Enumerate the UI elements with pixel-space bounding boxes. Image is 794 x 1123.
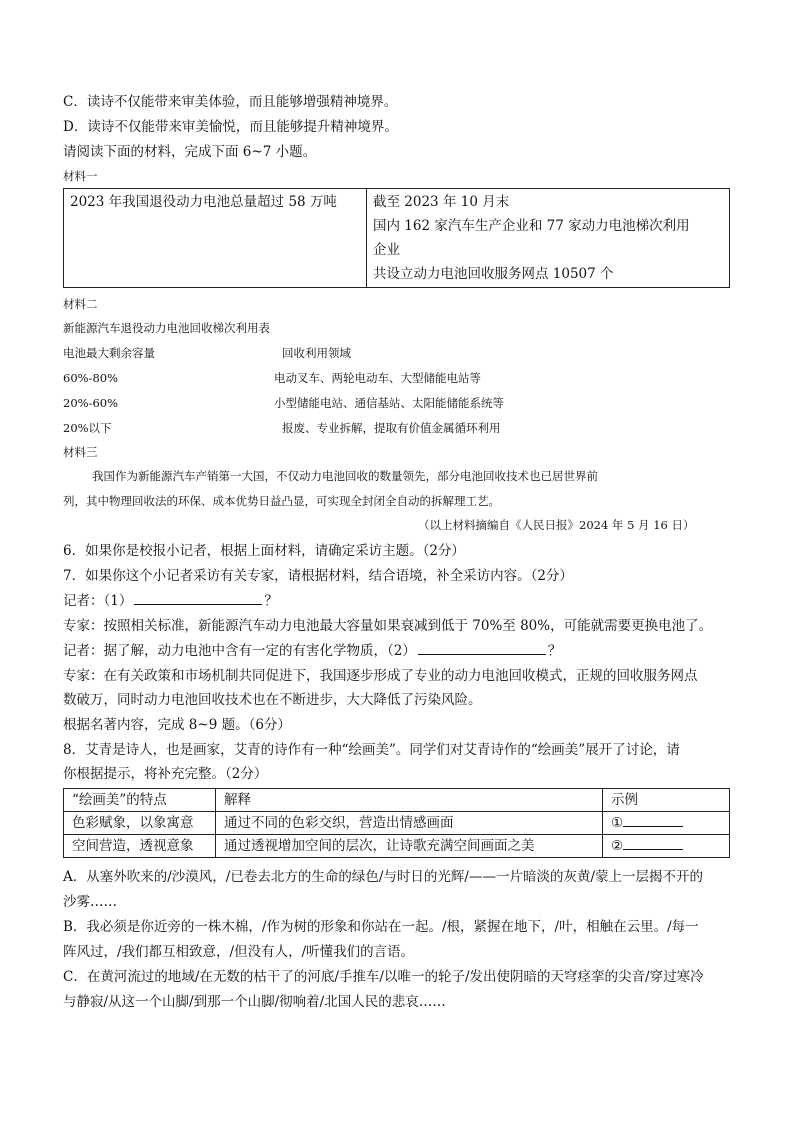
example-cell (603, 835, 730, 858)
answer-blank-2[interactable] (418, 641, 546, 655)
header-explanation: 解释 (216, 789, 603, 812)
question-mark: ？ (547, 643, 562, 659)
example-marker: ② (611, 838, 624, 854)
table-row (64, 835, 730, 858)
table-header-row (64, 789, 730, 812)
dialog-expert-2-cont: 数破万，同时动力电池回收技术也在不断进步，大大降低了污染风险。 (63, 692, 482, 708)
example-marker: ① (611, 815, 624, 831)
option-a: A．从塞外吹来的/沙漠风，/已卷去北方的生命的绿色/与时日的光辉/——一片暗淡的灰黄/蒙上一层揭不开的 (63, 869, 703, 885)
option-c-cont: 与静寂/从这一个山脚/到那一个山脚/彻响着/北国人民的悲哀…… (63, 994, 446, 1010)
question-7: 7．如果你这个小记者采访有关专家，请根据材料，结合语境，补全采访内容。（2分） (63, 568, 573, 584)
instruction-8-9: 根据名著内容，完成 8~9 题。（6分） (63, 717, 291, 733)
material-3-label: 材料三 (63, 445, 98, 459)
question-8-cont: 你根据提示，将补充完整。（2分） (63, 766, 268, 782)
option-b-cont: 阵风过，/我们都互相致意，/但没有人，/听懂我们的言语。 (63, 944, 415, 960)
example-cell (603, 812, 730, 835)
material-1-table (63, 188, 730, 288)
material-2-label: 材料二 (63, 297, 98, 311)
material-1-right-line: 共设立动力电池回收服务网点 10507 个 (373, 266, 614, 282)
material-1-right-cell (367, 189, 730, 288)
dialog-expert-2: 专家：在有关政策和市场机制共同促进下，我国逐步形成了专业的动力电池回收模式，正规的回收服务网点 (63, 668, 698, 684)
option-a-cont: 沙雾…… (63, 894, 117, 910)
dialog-expert-1: 专家：按照相关标准，新能源汽车动力电池最大容量如果衰减到低于 70%至 80%，可能就需要更换电池了。 (63, 618, 713, 634)
header-feature: “绘画美”的特点 (64, 789, 216, 812)
option-d-text: D．读诗不仅能带来审美愉悦，而且能够提升精神境界。 (63, 119, 398, 135)
explanation-cell: 通过不同的色彩交织，营造出情感画面 (216, 812, 603, 835)
material-3-paragraph: 我国作为新能源汽车产销第一大国，不仅动力电池回收的数量领先，部分电池回收技术也已居世界前 (92, 469, 598, 483)
question-mark: ？ (264, 593, 278, 609)
explanation-cell: 通过透视增加空间的层次，让诗歌充满空间画面之美 (216, 835, 603, 858)
table-row (64, 812, 730, 835)
material-2-col1-header: 电池最大剩余容量 (63, 346, 155, 360)
dialog-reporter-1-text: 记者：（1） (63, 593, 133, 609)
material-1-label: 材料一 (63, 169, 98, 183)
material-2-row-range: 20%以下 (63, 421, 112, 435)
dialog-reporter-2-text: 记者：据了解，动力电池中含有一定的有害化学物质，（2） (63, 643, 416, 659)
material-3-paragraph-cont: 列，其中物理回收法的环保、成本优势日益凸显，可实现全封闭全自动的拆解理工艺。 (63, 494, 500, 508)
material-2-col2-header: 回收利用领域 (282, 346, 351, 360)
example-blank-1[interactable] (623, 813, 683, 827)
instruction-6-7: 请阅读下面的材料，完成下面 6~7 小题。 (63, 144, 317, 160)
material-2-row-use: 报废、专业拆解，提取有价值金属循环利用 (282, 421, 501, 435)
question-6: 6．如果你是校报小记者，根据上面材料，请确定采访主题。（2分） (63, 543, 465, 559)
option-c: C．在黄河流过的地域/在无数的枯干了的河底/手推车/以唯一的轮子/发出使阴暗的天穹痉挛的尖音/穿过寒冷 (63, 969, 704, 985)
material-1-left-cell: 2023 年我国退役动力电池总量超过 58 万吨 (64, 189, 367, 288)
material-1-right-line: 国内 162 家汽车生产企业和 77 家动力电池梯次利用 (373, 218, 690, 234)
dialog-reporter-1 (63, 591, 278, 611)
option-c-text: C．读诗不仅能带来审美体验，而且能够增强精神境界。 (63, 94, 398, 110)
option-b: B．我必须是你近旁的一株木棉，/作为树的形象和你站在一起。/根，紧握在地下，/叶，相触在云里。/每一 (63, 919, 699, 935)
header-example: 示例 (603, 789, 730, 812)
dialog-reporter-2 (63, 641, 561, 661)
material-1-right-line: 企业 (373, 242, 400, 258)
material-2-title: 新能源汽车退役动力电池回收梯次利用表 (63, 321, 270, 335)
material-2-row-use: 小型储能电站、通信基站、太阳能储能系统等 (274, 396, 504, 410)
feature-cell: 色彩赋象，以象寓意 (64, 812, 216, 835)
question-8: 8．艾青是诗人，也是画家，艾青的诗作有一种“绘画美”。同学们对艾青诗作的“绘画美”展开了讨论，请 (63, 742, 680, 758)
painting-beauty-table (63, 788, 730, 858)
answer-blank-1[interactable] (134, 591, 262, 605)
material-2-row-use: 电动叉车、两轮电动车、大型储能电站等 (274, 371, 481, 385)
material-2-row-range: 60%-80% (63, 371, 119, 385)
material-2-row-range: 20%-60% (63, 396, 119, 410)
material-1-right-line: 截至 2023 年 10 月末 (373, 194, 510, 210)
feature-cell: 空间营造，透视意象 (64, 835, 216, 858)
material-source: （以上材料摘编自《人民日报》2024 年 5 月 16 日） (418, 518, 695, 532)
example-blank-2[interactable] (623, 836, 683, 850)
